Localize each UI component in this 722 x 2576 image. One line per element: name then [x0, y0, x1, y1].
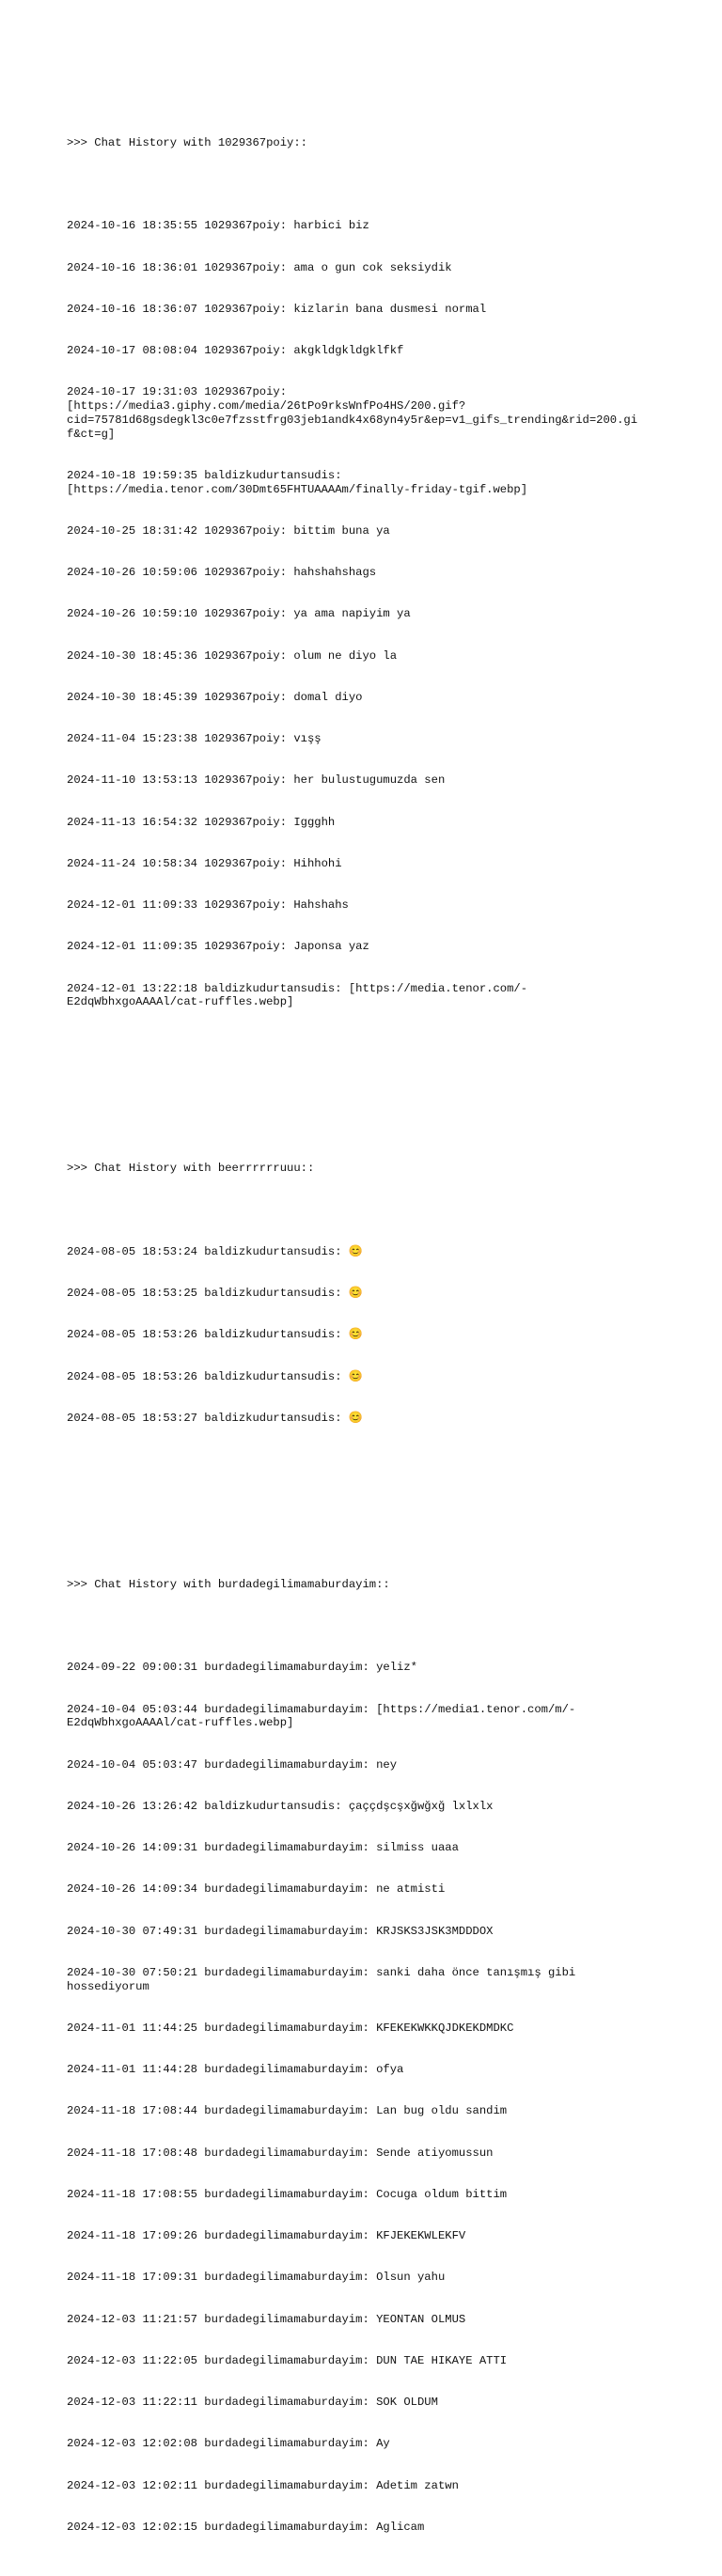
chat-line: 2024-10-17 19:31:03 1029367poiy: [https://media3.giphy.com/media/26tPo9rksWnfPo4HS/200.gif? cid=75781d68gsdegkl3c0e7fzsstfrg03jeb1andk4x68yn4y5r&ep=v1_gifs_trending&rid=200.gi f&ct=g] [67, 385, 638, 441]
chat-line: 2024-08-05 18:53:26 baldizkudurtansudis: 😊 [67, 1369, 364, 1383]
chat-line: 2024-10-26 10:59:10 1029367poiy: ya ama napiyim ya [67, 607, 411, 621]
chat-line: 2024-12-03 11:22:11 burdadegilimamaburdayim: SOK OLDUM [67, 2396, 438, 2409]
chat-line: 2024-12-01 11:09:33 1029367poiy: Hahshahs [67, 898, 349, 912]
chat-line: 2024-10-16 18:36:07 1029367poiy: kizlarin bana dusmesi normal [67, 302, 487, 316]
chat-line: 2024-10-26 14:09:34 burdadegilimamaburdayim: ne atmisti [67, 1882, 446, 1897]
spacer [67, 1619, 659, 1633]
chat-line: 2024-08-05 18:53:24 baldizkudurtansudis: 😊 [67, 1244, 364, 1258]
chat-line: 2024-11-18 17:08:48 burdadegilimamaburdayim: Sende atiyomussun [67, 2146, 494, 2160]
chat-line: 2024-10-26 13:26:42 baldizkudurtansudis: çaççdşcşxğwğxğ lxlxlx [67, 1799, 494, 1813]
chat-line: 2024-08-05 18:53:25 baldizkudurtansudis: 😊 [67, 1287, 364, 1300]
chat-line: 2024-10-04 05:03:47 burdadegilimamaburdayim: ney [67, 1757, 398, 1772]
spacer [67, 178, 659, 192]
chat-line: 2024-10-26 10:59:06 1029367poiy: hahshahshags [67, 566, 377, 579]
chat-line: 2024-10-16 18:36:01 1029367poiy: ama o gun cok seksiydik [67, 260, 452, 274]
chat-line: 2024-11-01 11:44:25 burdadegilimamaburdayim: KFEKEKWKKQJDKEKDMDKC [67, 2021, 514, 2035]
chat-line: 2024-12-03 12:02:15 burdadegilimamaburdayim: Aglicam [67, 2520, 425, 2534]
chat-line: 2024-11-01 11:44:28 burdadegilimamaburdayim: ofya [67, 2063, 404, 2076]
section-header: >>> Chat History with 1029367poiy:: [67, 135, 307, 149]
chat-line: 2024-11-18 17:09:26 burdadegilimamaburdayim: KFJEKEKWLEKFV [67, 2229, 466, 2242]
chat-line: 2024-10-16 18:35:55 1029367poiy: harbici biz [67, 219, 369, 233]
chat-line: 2024-12-01 13:22:18 baldizkudurtansudis: [https://media.tenor.com/- E2dqWbhxgoAAAAl/cat-ruffles.webp] [67, 981, 528, 1009]
chat-line: 2024-11-18 17:08:55 burdadegilimamaburdayim: Cocuga oldum bittim [67, 2187, 508, 2201]
chat-line: 2024-12-03 12:02:11 burdadegilimamaburdayim: Adetim zatwn [67, 2478, 459, 2492]
chat-line: 2024-11-13 16:54:32 1029367poiy: Iggghh [67, 815, 336, 829]
chat-line: 2024-10-17 08:08:04 1029367poiy: akgkldgkldgklfkf [67, 344, 404, 357]
spacer [67, 1038, 659, 1052]
chat-line: 2024-08-05 18:53:27 baldizkudurtansudis: 😊 [67, 1411, 364, 1425]
chat-line: 2024-08-05 18:53:26 baldizkudurtansudis: 😊 [67, 1328, 364, 1342]
chat-line: 2024-11-04 15:23:38 1029367poiy: vışş [67, 732, 322, 745]
section-header: >>> Chat History with burdadegilimamaburdayim:: [67, 1577, 390, 1591]
section-header: >>> Chat History with beerrrrrruuu:: [67, 1162, 315, 1176]
chat-line: 2024-10-25 18:31:42 1029367poiy: bittim buna ya [67, 523, 390, 538]
chat-line: 2024-10-30 07:49:31 burdadegilimamaburdayim: KRJSKS3JSK3MDDDOX [67, 1924, 494, 1938]
chat-line: 2024-12-03 11:22:05 burdadegilimamaburdayim: DUN TAE HIKAYE ATTI [67, 2353, 508, 2367]
chat-section [67, 1550, 659, 2562]
chat-line: 2024-10-30 18:45:36 1029367poiy: olum ne diyo la [67, 648, 398, 663]
chat-line: 2024-10-04 05:03:44 burdadegilimamaburdayim: [https://media1.tenor.com/m/- E2dqWbhxgoAAAAl/cat-ruffles.webp] [67, 1702, 576, 1730]
chat-line: 2024-10-30 18:45:39 1029367poiy: domal diyo [67, 690, 363, 704]
chat-line: 2024-12-01 11:09:35 1029367poiy: Japonsa yaz [67, 940, 369, 954]
chat-line: 2024-10-18 19:59:35 baldizkudurtansudis: [https://media.tenor.com/30Dmt65FHTUAAAAm/finally-friday-tgif.webp] [67, 468, 528, 496]
chat-line: 2024-11-18 17:08:44 burdadegilimamaburdayim: Lan bug oldu sandim [67, 2104, 508, 2118]
chat-line: 2024-12-03 12:02:08 burdadegilimamaburdayim: Ay [67, 2437, 390, 2451]
chat-line: 2024-11-24 10:58:34 1029367poiy: Hihhohi [67, 856, 342, 870]
chat-section [67, 1134, 659, 1495]
spacer [67, 1204, 659, 1218]
chat-line: 2024-10-30 07:50:21 burdadegilimamaburdayim: sanki daha önce tanışmış gibi hossediyorum [67, 1965, 576, 1993]
chat-line: 2024-11-18 17:09:31 burdadegilimamaburdayim: Olsun yahu [67, 2271, 446, 2285]
chat-line: 2024-12-03 11:21:57 burdadegilimamaburdayim: YEONTAN OLMUS [67, 2312, 466, 2326]
chat-line: 2024-09-22 09:00:31 burdadegilimamaburdayim: yeliz* [67, 1661, 417, 1675]
chat-history-document [67, 67, 659, 2576]
spacer [67, 1453, 659, 1467]
chat-line: 2024-10-26 14:09:31 burdadegilimamaburdayim: silmiss uaaa [67, 1841, 459, 1854]
chat-section [67, 108, 659, 1079]
chat-line: 2024-11-10 13:53:13 1029367poiy: her bulustugumuzda sen [67, 773, 446, 788]
